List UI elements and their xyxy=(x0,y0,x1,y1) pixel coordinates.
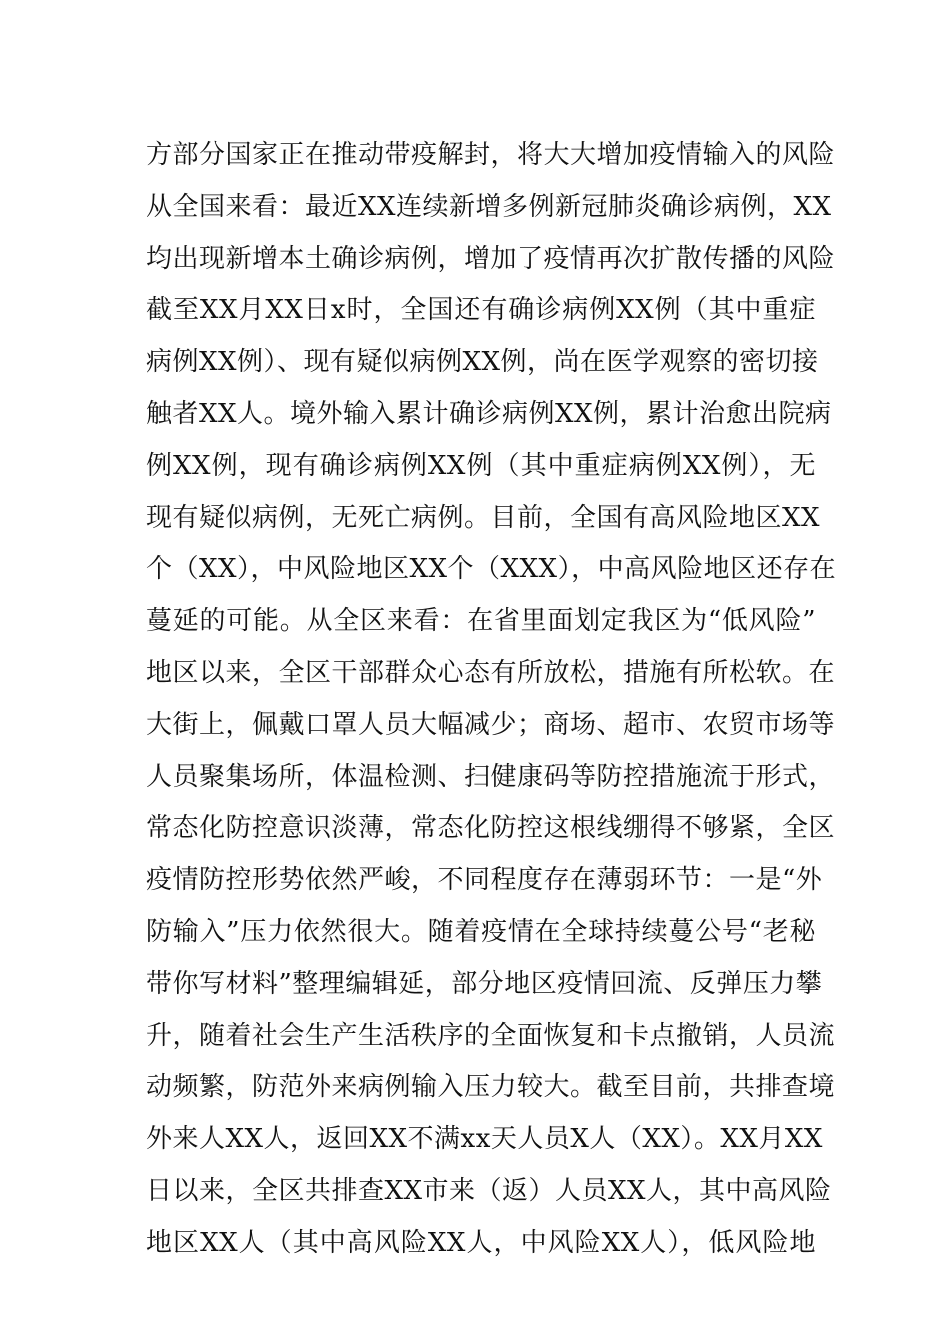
body-text xyxy=(146,130,837,1270)
text-line: 蔓延的可能。从全区来看：在省里面划定我区为“低风险” xyxy=(146,606,816,637)
text-line: 从全国来看：最近XX连续新增多例新冠肺炎确诊病例，XX xyxy=(146,191,832,222)
text-line: 现有疑似病例，无死亡病例。目前，全国有高风险地区XX xyxy=(146,502,821,533)
text-line: 均出现新增本土确诊病例，增加了疫情再次扩散传播的风险 xyxy=(146,243,836,274)
text-line: 人员聚集场所，体温检测、扫健康码等防控措施流于形式， xyxy=(146,761,836,792)
text-line: 带你写材料”整理编辑延，部分地区疫情回流、反弹压力攀 xyxy=(146,968,823,999)
text-line: 个（XX），中风险地区XX个（XXX），中高风险地区还存在 xyxy=(146,554,837,585)
text-line: 疫情防控形势依然严峻，不同程度存在薄弱环节：一是“外 xyxy=(146,865,823,896)
text-line: 截至XX月XX日x时，全国还有确诊病例XX例（其中重症 xyxy=(146,295,816,326)
text-line: 外来人XX人，返回XX不满xx天人员X人（XX）。XX月XX xyxy=(146,1124,823,1155)
text-line: 地区以来，全区干部群众心态有所放松，措施有所松软。在 xyxy=(146,657,836,688)
text-line: 病例XX例）、现有疑似病例XX例，尚在医学观察的密切接 xyxy=(146,347,819,378)
text-line: 动频繁，防范外来病例输入压力较大。截至目前，共排查境 xyxy=(146,1072,836,1103)
text-line: 日以来，全区共排查XX市来（返）人员XX人，其中高风险 xyxy=(146,1175,832,1206)
text-line: 常态化防控意识淡薄，常态化防控这根线绷得不够紧，全区 xyxy=(146,813,836,844)
text-line: 大街上，佩戴口罩人员大幅减少；商场、超市、农贸市场等 xyxy=(146,709,836,740)
text-line: 方部分国家正在推动带疫解封，将大大增加疫情输入的风险 xyxy=(146,140,836,170)
text-line: 例XX例，现有确诊病例XX例（其中重症病例XX例），无 xyxy=(146,450,816,481)
text-line: 升，随着社会生产生活秩序的全面恢复和卡点撤销，人员流 xyxy=(146,1020,836,1051)
text-line: 地区XX人（其中高风险XX人，中风险XX人），低风险地 xyxy=(146,1227,816,1258)
text-line: 触者XX人。境外输入累计确诊病例XX例，累计治愈出院病 xyxy=(146,398,832,429)
text-line: 防输入”压力依然很大。随着疫情在全球持续蔓公号“老秘 xyxy=(146,916,816,947)
